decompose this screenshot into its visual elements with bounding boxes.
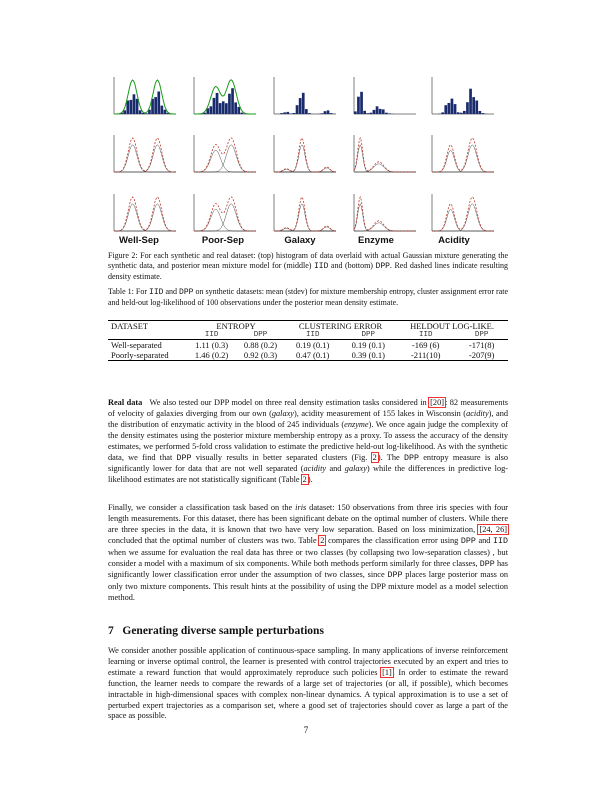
panel-iid-acidity [426,133,496,177]
panel-iid-poor-sep [188,133,258,177]
table-cell: -169 (6) [411,340,440,350]
table-cell: 1.46 (0.2) [194,350,229,360]
citation-link[interactable]: [20] [430,398,444,407]
paragraph-sample-perturbations: We consider another possible application of continuous-space sampling. In many applications of inverse reinforcement learning or inverse optimal control, the learner is presented with control trajectories executed by an expert and tries to estimate a reward function that would approximately reproduce such policies [1]. In order to estimate the reward function, the learner needs to compare the rewards of a large set of trajectories (or all, if possible), which becomes intractable in high-dimensional spaces with complex non-linear dynamics. A typical approximation is to use a set of perturbed expert trajectories as a comparison set, where a good set of trajectories should cover as large a part of the space as possible. [108,646,508,721]
table-cell: 0.19 (0.1) [296,340,330,350]
subheader-dpp: DPP [361,331,376,339]
table-reference-link[interactable]: 2 [320,535,325,545]
subheader-iid: IID [204,331,219,339]
section-title: Generating diverse sample perturbations [122,625,324,637]
section-heading [108,625,324,637]
panel-iid-galaxy [268,133,338,177]
table-cell: -207(9) [468,350,495,360]
panel-histogram-acidity [426,75,496,119]
paragraph-heading: Real data [108,398,143,407]
subheader-dpp: DPP [253,331,268,339]
table-cell: 0.47 (0.1) [296,350,330,360]
table-row [108,340,508,351]
subheader-iid: IID [305,331,320,339]
row-dataset: Well-separated [111,340,162,350]
figure-reference-link[interactable]: 2 [372,452,377,462]
panel-dpp-well-sep [108,192,178,236]
paragraph-classification: Finally, we consider a classification task based on the iris dataset: 150 observations from three iris species with four length measurements. For this dataset, there has been significant debate on the optimal number of clusters. While there are three species in the data, it is known that two have very low separation. Based on loss minimization, [24, 26] concluded that the optimal number of clusters was two. Table 2 compares the classification error using DPP and IID when we assume for evaluation the real data has three or two classes (by collapsing two low-separation classes) , but consider a model with a maximum of six components. While both methods perform similarly for three classes, DPP has significantly lower classification error under the assumption of two classes, since DPP places large posterior mass on only two mixture components. This result hints at the possibility of using the DPP mixture model as a model selection method. [108,503,509,603]
table-cell: 0.39 (0.1) [351,350,385,360]
row-dataset: Poorly-separated [111,350,169,360]
panel-histogram-galaxy [268,75,338,119]
column-label-acidity: Acidity [438,235,470,246]
header-heldout-loglike: HELDOUT LOG-LIKE. [410,321,494,331]
table-reference-link[interactable]: 2 [302,475,307,485]
header-dataset: DATASET [111,321,149,331]
panel-dpp-poor-sep [188,192,258,236]
subheader-iid: IID [418,331,433,339]
panel-dpp-acidity [426,192,496,236]
table-caption-label: Table 1: [108,287,134,296]
panel-histogram-well-sep [108,75,178,119]
table-cell: 0.19 (0.1) [351,340,385,350]
column-label-well-sep: Well-Sep [119,235,159,246]
figure-caption: Figure 2: For each synthetic and real dataset: (top) histogram of data overlaid with actual Gaussian mixture generating the synthetic data, and posterior mean mixture model for (middle) IID and (bottom) DPP. Red dashed lines indicate resulting density estimate. [108,251,509,282]
header-clustering-error: CLUSTERING ERROR [298,321,383,331]
figure-2-grid [108,75,508,253]
table-cell: -211(10) [410,350,441,360]
table-cell: 1.11 (0.3) [195,340,229,350]
paragraph-real-data: Real data We also tested our DPP model on three real density estimation tasks considered in [20]: 82 measurements of velocity of galaxies diverging from our own (galaxy), acidity measurement of 155 lakes in Wisconsin (acidity), and the distribution of enzymatic activity in the blood of 245 individuals (enzyme). We once again judge the complexity of the density estimates using the posterior mixture membership entropy as a proxy. To assess the accuracy of the density estimates, we performed 5-fold cross validation to estimate the predictive held-out log-likelihood. As with the synthetic data, we find that DPP visually results in better separated clusters (Fig. 2). The DPP entropy measure is also significantly lower for data that are not well separated (acidity and galaxy) while the differences in predictive log-likelihood estimates are not statistically significant (Table 2). [108,398,509,485]
panel-dpp-enzyme [348,192,418,236]
column-label-poor-sep: Poor-Sep [201,235,245,246]
citation-link[interactable]: [1] [382,667,392,677]
citation-link[interactable]: [24, 26] [479,524,507,534]
column-label-galaxy: Galaxy [284,235,316,246]
table-subheader-row [108,331,508,340]
panel-iid-well-sep [108,133,178,177]
column-label-enzyme: Enzyme [358,235,394,246]
table-cell: -171(8) [468,340,495,350]
table-row [108,350,508,361]
panel-histogram-enzyme [348,75,418,119]
table-caption: Table 1: For IID and DPP on synthetic datasets: mean (stdev) for mixture membership entropy, cluster assignment error rate and held-out log-likelihood of 100 observations under the posterior mean density estimate. [108,287,509,308]
results-table [108,320,508,361]
panel-dpp-galaxy [268,192,338,236]
section-number: 7 [108,625,114,637]
page-number: 7 [303,725,309,735]
table-header-row [108,321,508,332]
figure-caption-label: Figure 2: [108,251,138,260]
table-cell: 0.88 (0.2) [243,340,278,350]
subheader-dpp: DPP [474,331,489,339]
header-entropy: ENTROPY [216,321,256,331]
panel-iid-enzyme [348,133,418,177]
table-cell: 0.92 (0.3) [243,350,278,360]
panel-histogram-poor-sep [188,75,258,119]
